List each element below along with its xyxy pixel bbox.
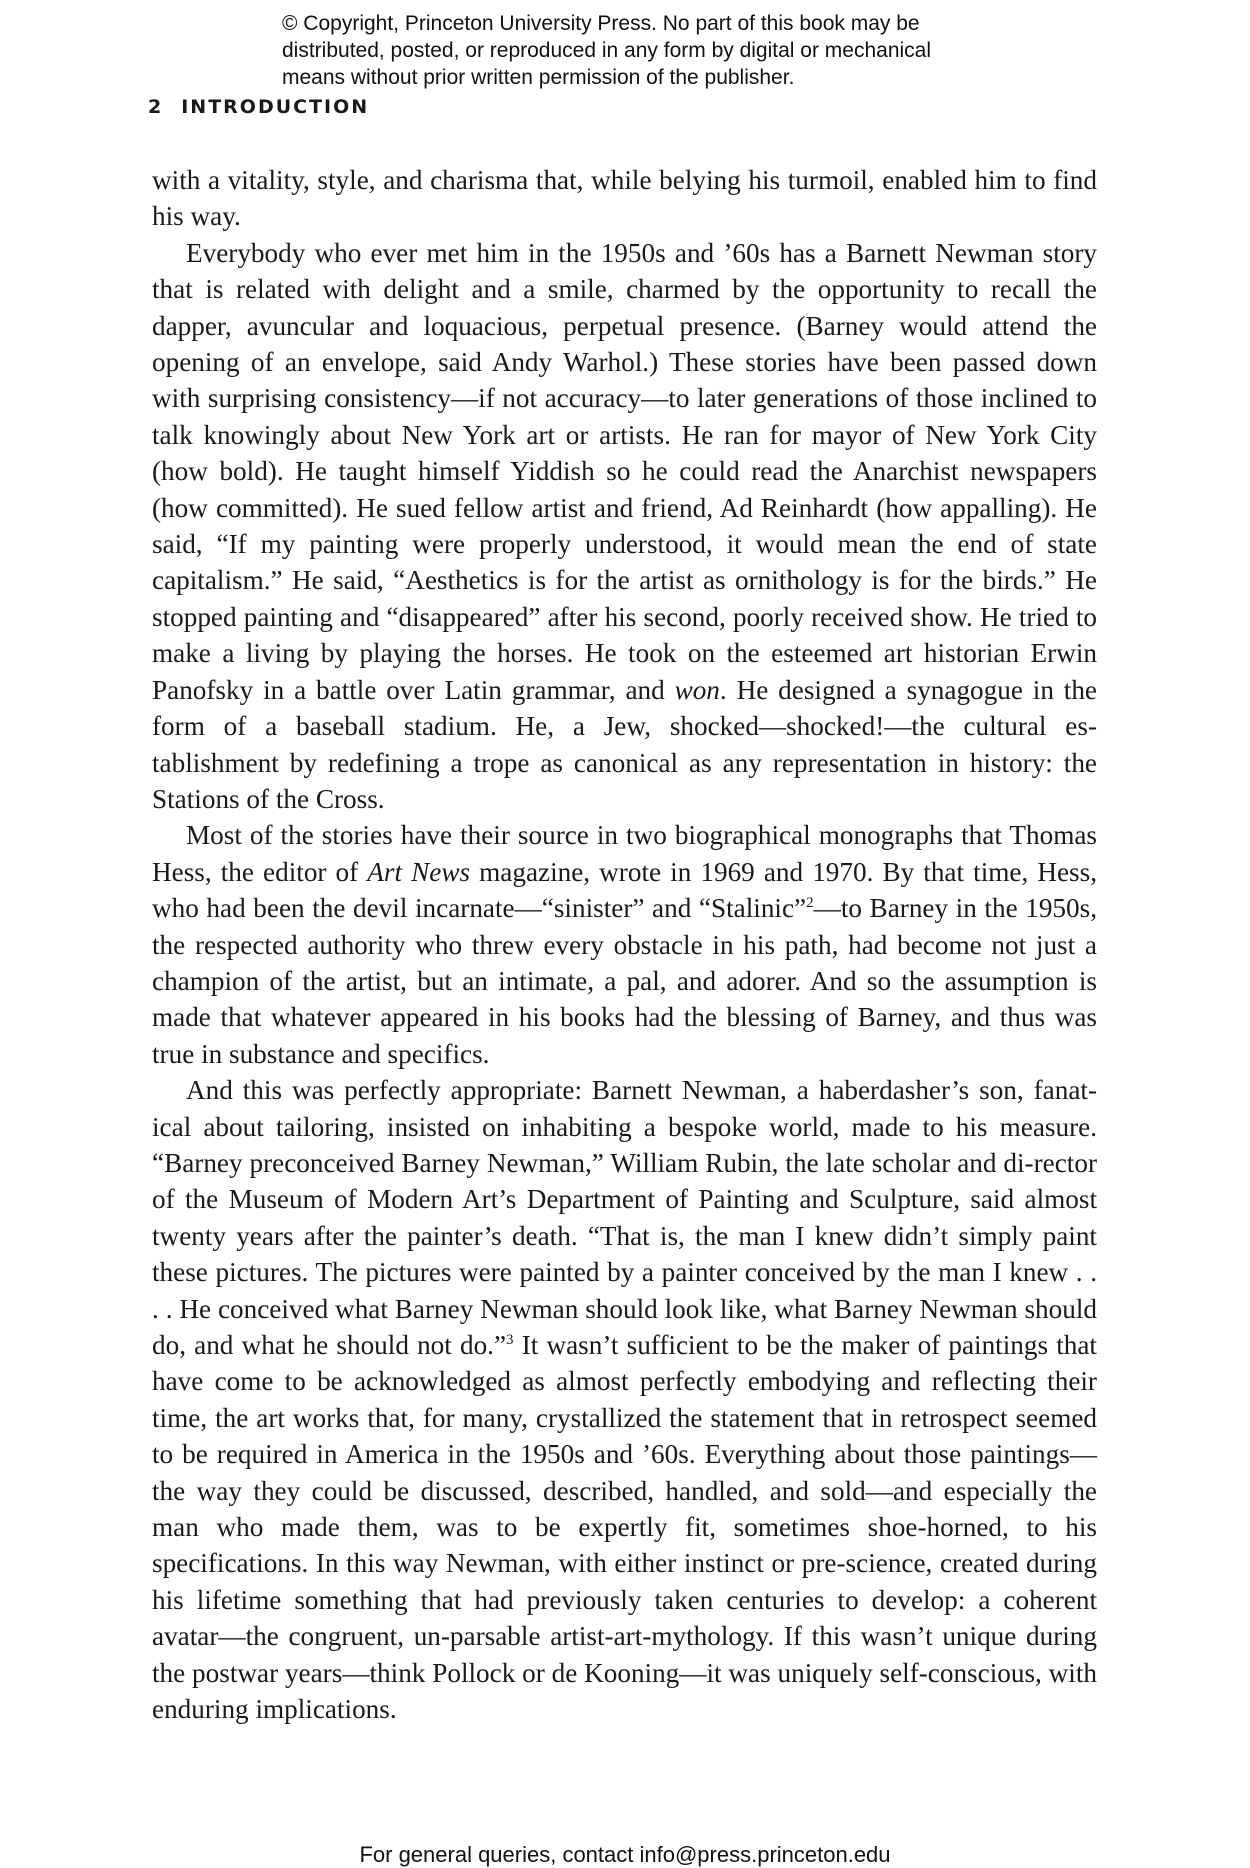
paragraph-2-emphasis: won: [674, 674, 720, 705]
footer-contact: For general queries, contact info@press.princeton.edu: [359, 1842, 891, 1867]
copyright-line-1: © Copyright, Princeton University Press. No part of this book may be: [282, 12, 920, 35]
paragraph-3-text-c: —to Barney in the 1950s, the respected authority who threw every obstacle in his path, had become not just a champion of the artist, but an intimate, a pal, and adorer. And so the assumption is made that whatever appeared in his books had the blessing of Barney, and thus was true in substance and specifics.: [152, 893, 1097, 1069]
page-number: 2: [148, 96, 164, 118]
copyright-notice: [282, 10, 1042, 91]
paragraph-2: [152, 235, 1097, 818]
paragraph-2-text-a: Everybody who ever met him in the 1950s and ’60s has a Barnett Newman story that is related with delight and a smile, charmed by the opportunity to recall the dapper, avuncular and loquacious, perpetual presence. (Barney would attend the opening of an envelope, said Andy Warhol.) These stories have been passed down with surprising consistency—if not accuracy—to later generations of those inclined to talk knowingly about New York art or artists. He ran for mayor of New York City (how bold). He taught himself Yiddish so he could read the Anarchist newspapers (how committed). He sued fellow artist and friend, Ad Reinhardt (how appalling). He said, “If my painting were properly understood, it would mean the end of state capitalism.” He said, “Aesthetics is for the artist as ornithology is for the birds.” He stopped painting and “disappeared” after his second, poorly received show. He tried to make a living by playing the horses. He took on the esteemed art historian Erwin Panofsky in a battle over Latin grammar, and: [152, 237, 1097, 705]
copyright-line-3: means without prior written permission of the publisher.: [282, 66, 795, 89]
paragraph-4: [152, 1072, 1097, 1727]
paragraph-3-emphasis: Art News: [367, 856, 471, 887]
running-head: [148, 96, 369, 118]
paragraph-2-text-b: . He designed a synagogue in the form of a baseball stadium. He, a Jew, shocked—shocked!—the cultural es-tablishment by redefining a trope as canonical as any representation in history: the Stations of the Cross.: [152, 674, 1097, 814]
footnote-ref-3: 3: [506, 1332, 514, 1348]
paragraph-3: [152, 817, 1097, 1072]
paragraph-4-text-b: It wasn’t sufficient to be the maker of paintings that have come to be acknowledged as almost perfectly embodying and reflecting their time, the art works that, for many, crystallized the statement that in retrospect seemed to be required in America in the 1950s and ’60s. Everything about those paintings—the way they could be discussed, described, handled, and sold—and especially the man who made them, was to be expertly fit, sometimes shoe-horned, to his specifications. In this way Newman, with either instinct or pre-science, created during his lifetime something that had previously taken centuries to develop: a coherent avatar—the congruent, un-parsable artist-art-mythology. If this wasn’t unique during the postwar years—think Pollock or de Kooning—it was uniquely self-conscious, with enduring implications.: [152, 1330, 1097, 1725]
paragraph-3-text-a: Most of the stories have their source in two biographical monographs that Thomas Hess, the editor of: [152, 820, 1097, 887]
paragraph-1: with a vitality, style, and charisma that, while belying his turmoil, enabled him to find his way.: [152, 165, 1097, 232]
copyright-line-2: distributed, posted, or reproduced in any form by digital or mechanical: [282, 39, 932, 62]
footnote-ref-2: 2: [806, 895, 814, 912]
paragraph-3-text-b: magazine, wrote in 1969 and 1970. By that time, Hess, who had been the devil incarnate—“sinister” and “Stalinic”: [152, 856, 1098, 924]
body-text: [152, 162, 1097, 1727]
paragraph-4-text-a: And this was perfectly appropriate: Barnett Newman, a haberdasher’s son, fanat-ical about tailoring, insisted on inhabiting a bespoke world, made to his measure. “Barney preconceived Barney Newman,” William Rubin, the late scholar and di-rector of the Museum of Modern Art’s Department of Painting and Sculpture, said almost twenty years after the painter’s death. “That is, the man I knew didn’t simply paint these pictures. The pictures were painted by a painter conceived by the man I knew . . . . He conceived what Barney Newman should look like, what Barney Newman should do, and what he should not do.”: [152, 1075, 1097, 1360]
section-title: INTRODUCTION: [181, 96, 370, 118]
